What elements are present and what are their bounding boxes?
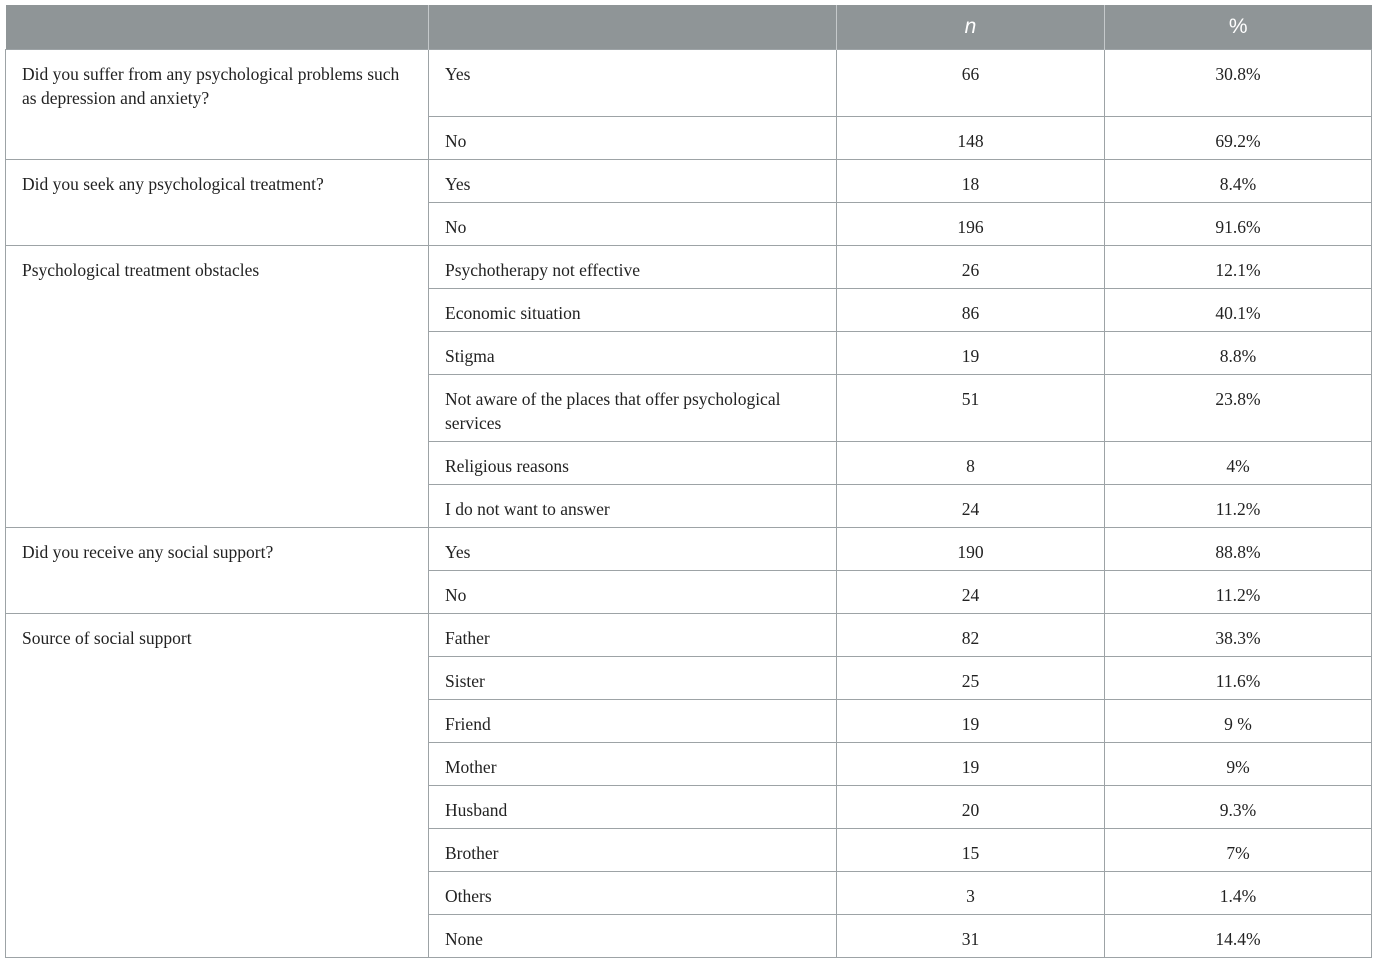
n-cell: 19 (837, 743, 1105, 786)
n-cell: 66 (837, 50, 1105, 117)
answer-cell: Others (429, 872, 837, 915)
n-cell: 3 (837, 872, 1105, 915)
n-cell: 196 (837, 203, 1105, 246)
percent-cell: 8.8% (1105, 332, 1372, 375)
n-cell: 148 (837, 117, 1105, 160)
table-row (6, 160, 1372, 203)
answer-cell: Husband (429, 786, 837, 829)
percent-cell: 4% (1105, 442, 1372, 485)
percent-cell: 40.1% (1105, 289, 1372, 332)
answer-cell: No (429, 571, 837, 614)
percent-cell: 9% (1105, 743, 1372, 786)
percent-cell: 30.8% (1105, 50, 1372, 117)
percent-cell: 88.8% (1105, 528, 1372, 571)
answer-cell: None (429, 915, 837, 958)
question-cell: Did you seek any psychological treatment? (6, 160, 429, 246)
table-row (6, 614, 1372, 657)
table-body (6, 50, 1372, 958)
n-cell: 26 (837, 246, 1105, 289)
survey-results-table (5, 5, 1372, 958)
percent-cell: 38.3% (1105, 614, 1372, 657)
table-row (6, 50, 1372, 117)
percent-cell: 11.2% (1105, 571, 1372, 614)
question-cell: Psychological treatment obstacles (6, 246, 429, 528)
answer-cell: Not aware of the places that offer psychological services (429, 375, 837, 442)
answer-cell: Brother (429, 829, 837, 872)
n-cell: 24 (837, 571, 1105, 614)
table-row (6, 246, 1372, 289)
percent-cell: 91.6% (1105, 203, 1372, 246)
answer-cell: Psychotherapy not effective (429, 246, 837, 289)
percent-cell: 11.6% (1105, 657, 1372, 700)
percent-cell: 69.2% (1105, 117, 1372, 160)
answer-cell: Friend (429, 700, 837, 743)
answer-cell: Father (429, 614, 837, 657)
answer-cell: Stigma (429, 332, 837, 375)
n-cell: 25 (837, 657, 1105, 700)
n-cell: 15 (837, 829, 1105, 872)
answer-cell: No (429, 117, 837, 160)
answer-cell: Religious reasons (429, 442, 837, 485)
header-n: n (837, 5, 1105, 50)
answer-cell: No (429, 203, 837, 246)
n-cell: 8 (837, 442, 1105, 485)
n-cell: 20 (837, 786, 1105, 829)
n-cell: 51 (837, 375, 1105, 442)
percent-cell: 11.2% (1105, 485, 1372, 528)
percent-cell: 14.4% (1105, 915, 1372, 958)
n-cell: 24 (837, 485, 1105, 528)
percent-cell: 23.8% (1105, 375, 1372, 442)
table-header (6, 5, 1372, 50)
n-cell: 19 (837, 700, 1105, 743)
n-cell: 82 (837, 614, 1105, 657)
percent-cell: 7% (1105, 829, 1372, 872)
percent-cell: 9 % (1105, 700, 1372, 743)
header-row (6, 5, 1372, 50)
answer-cell: Economic situation (429, 289, 837, 332)
answer-cell: Yes (429, 160, 837, 203)
percent-cell: 9.3% (1105, 786, 1372, 829)
n-cell: 190 (837, 528, 1105, 571)
percent-cell: 12.1% (1105, 246, 1372, 289)
answer-cell: Yes (429, 528, 837, 571)
header-percent: % (1105, 5, 1372, 50)
n-cell: 31 (837, 915, 1105, 958)
question-cell: Did you suffer from any psychological problems such as depression and anxiety? (6, 50, 429, 160)
n-cell: 18 (837, 160, 1105, 203)
percent-cell: 1.4% (1105, 872, 1372, 915)
answer-cell: Yes (429, 50, 837, 117)
answer-cell: Sister (429, 657, 837, 700)
header-answer (429, 5, 837, 50)
answer-cell: I do not want to answer (429, 485, 837, 528)
question-cell: Did you receive any social support? (6, 528, 429, 614)
header-question (6, 5, 429, 50)
n-cell: 86 (837, 289, 1105, 332)
question-cell: Source of social support (6, 614, 429, 958)
answer-cell: Mother (429, 743, 837, 786)
percent-cell: 8.4% (1105, 160, 1372, 203)
table-row (6, 528, 1372, 571)
n-cell: 19 (837, 332, 1105, 375)
